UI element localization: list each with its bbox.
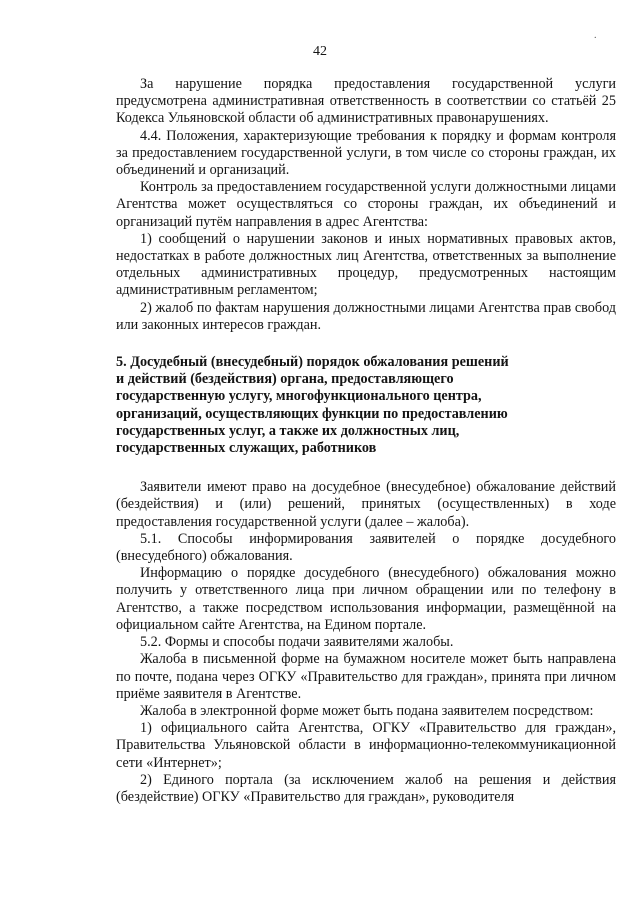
paragraph: 1) официального сайта Агентства, ОГКУ «Правительство для граждан», Правительства Ульяновской области в информационно-телекоммуникационной сети «Интернет»; bbox=[116, 720, 616, 771]
heading-line: государственную услугу, многофункционального центра, bbox=[116, 388, 482, 405]
section-heading bbox=[116, 354, 616, 457]
heading-line: 5. Досудебный (внесудебный) порядок обжалования решений bbox=[116, 354, 509, 371]
paragraph: Информацию о порядке досудебного (внесудебного) обжалования можно получить у ответственного лица при личном обращении или по телефону в Агентство, а также посредством использования информации, размещённой на официальном сайте Агентства, на Едином портале. bbox=[116, 565, 616, 633]
paragraph: Жалоба в электронной форме может быть подана заявителем посредством: bbox=[140, 702, 594, 719]
paragraph: 4.4. Положения, характеризующие требования к порядку и формам контроля за предоставлением государственной услуги, в том числе со стороны граждан, их объединений и организаций. bbox=[116, 127, 616, 179]
paragraph: Заявители имеют право на досудебное (внесудебное) обжалование действий (бездействия) и (или) решений, принятых (осуществленных) в ходе предоставления государственной услуги (далее – жалоба). bbox=[116, 479, 616, 530]
paragraph: Контроль за предоставлением государственной услуги должностными лицами Агентства может осуществляться со стороны граждан, их объединений и организаций путём направления в адрес Агентства: bbox=[116, 179, 616, 230]
paragraph: 1) сообщений о нарушении законов и иных нормативных правовых актов, недостатках в работе должностных лиц Агентства, ответственных за выполнение отдельных административных процедур, предусмотренных настоящим административным регламентом; bbox=[116, 230, 616, 299]
paragraph: За нарушение порядка предоставления государственной услуги предусмотрена административная ответственность в соответствии со статьёй 25 Кодекса Ульяновской области об административных правонарушениях. bbox=[116, 76, 616, 127]
page-number: 42 bbox=[313, 44, 327, 59]
paragraph: 5.2. Формы и способы подачи заявителями жалобы. bbox=[140, 634, 454, 651]
paragraph: 5.1. Способы информирования заявителей о порядке досудебного (внесудебного) обжалования. bbox=[116, 530, 616, 565]
heading-line: государственных служащих, работников bbox=[116, 440, 377, 457]
paragraph: 2) жалоб по фактам нарушения должностными лицами Агентства прав свобод или законных интересов граждан. bbox=[116, 299, 616, 333]
document-body bbox=[116, 76, 616, 806]
paragraph: Жалоба в письменной форме на бумажном носителе может быть направлена по почте, подана через ОГКУ «Правительство для граждан», принята при личном приёме заявителя в Агентстве. bbox=[116, 651, 616, 702]
corner-mark: . bbox=[594, 30, 597, 41]
heading-line: и действий (бездействия) органа, предоставляющего bbox=[116, 371, 454, 388]
heading-line: государственных услуг, а также их должностных лиц, bbox=[116, 422, 460, 439]
paragraph: 2) Единого портала (за исключением жалоб на решения и действия (бездействие) ОГКУ «Правительство для граждан», руководителя bbox=[116, 771, 616, 805]
heading-line: организаций, осуществляющих функции по предоставлению bbox=[116, 405, 508, 422]
